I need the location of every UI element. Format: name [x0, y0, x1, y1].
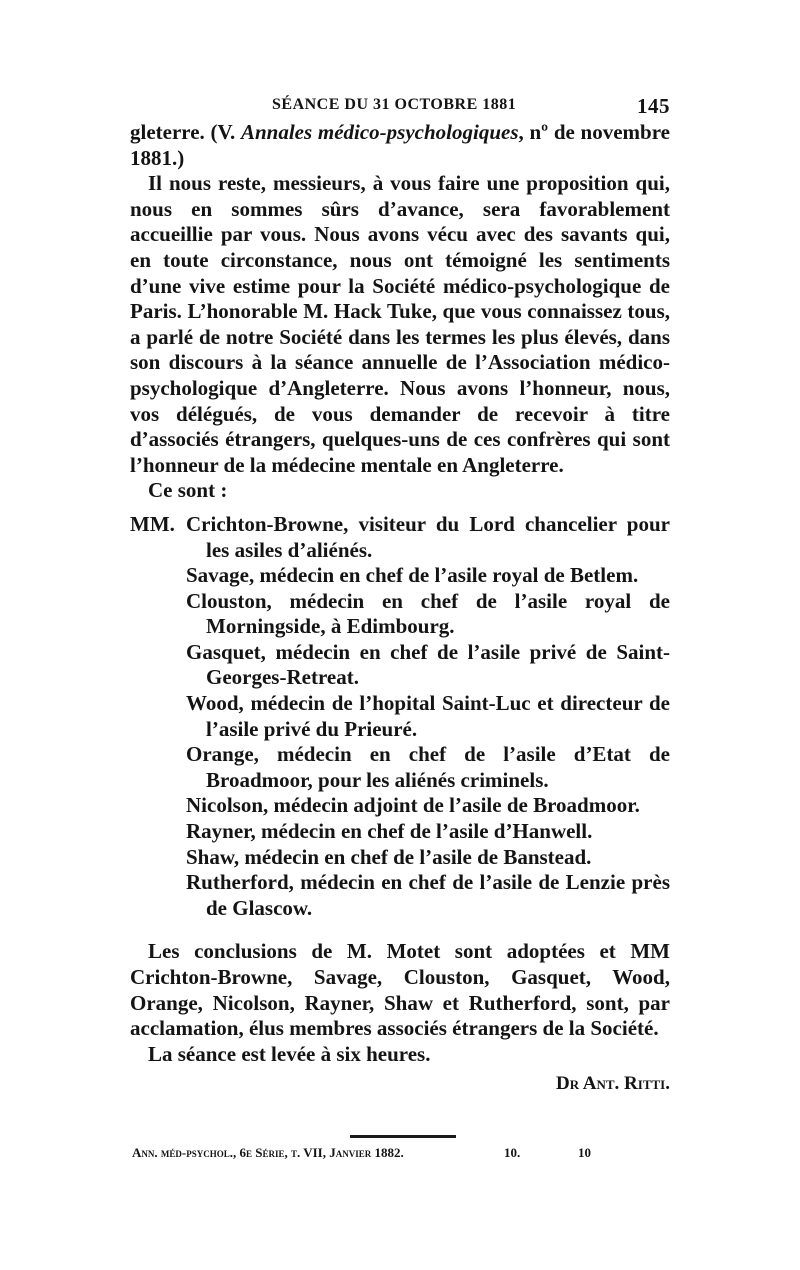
paragraph-1-end: , nº de novembre 1881.): [130, 120, 670, 170]
member-item: Gasquet, médecin en chef de l’asile privé de Saint-Georges-Retreat.: [186, 639, 670, 690]
footer-signature-mark-2: 10: [578, 1145, 591, 1160]
journal-title-italic: Annales médico-psychologiques: [240, 120, 519, 144]
member-item: Rutherford, médecin en chef de l’asile de Lenzie près de Glascow.: [186, 870, 670, 920]
footer-reference: Ann. méd-psychol., 6e Série, t. VII, Janvier 1882.: [132, 1145, 404, 1160]
members-list: [186, 512, 670, 922]
member-item: Wood, médecin de l’hopital Saint-Luc et directeur de l’asile privé du Prieuré.: [186, 691, 670, 741]
member-item: Rayner, médecin en chef de l’asile d’Hanwell.: [186, 819, 593, 844]
running-head: [130, 90, 670, 120]
member-item: Savage, médecin en chef de l’asile royal de Betlem.: [186, 563, 639, 588]
paragraph-1: [130, 120, 670, 171]
body-text: [130, 120, 670, 1138]
paragraph-2: Il nous reste, messieurs, à vous faire une proposition qui, nous en sommes sûrs d’avance, sera favorablement accueillie par vous. Nous avons vécu avec des savants qui, en toute circonstance, nous ont témoigné les sentiments d’une vive estime pour la Société médico-psychologique de Paris. L’honorable M. Hack Tuke, que vous connaissez tous, a parlé de notre Société dans les termes les plus élevés, dans son discours à la séance annuelle de l’Association médico-psychologique d’Angleterre. Nous avons l’honneur, nous, vos délégués, de vous demander de recevoir à titre d’associés étrangers, quelques-uns de ces confrères qui sont l’honneur de la médecine mentale en Angleterre.: [130, 171, 670, 477]
signature: Dr Ant. Ritti.: [555, 1073, 670, 1095]
member-item: Crichton-Browne, visiteur du Lord chancelier pour les asiles d’aliénés.: [186, 511, 670, 562]
paragraph-3: Ce sont :: [148, 478, 228, 503]
member-item: Nicolson, médecin adjoint de l’asile de Broadmoor.: [186, 793, 640, 818]
member-item: Clouston, médecin en chef de l’asile royal de Morningside, à Edimbourg.: [186, 588, 670, 639]
page-number: 145: [637, 94, 670, 118]
footer-signature-mark-1: 10.: [504, 1145, 521, 1160]
paragraph-4: Les conclusions de M. Motet sont adoptées et MM Crichton-Browne, Savage, Clouston, Gasquet, Wood, Orange, Nicolson, Rayner, Shaw et Rutherford, sont, par acclamation, élus membres associés étrangers de la Société.: [130, 939, 670, 1041]
paragraph-5: La séance est levée à six heures.: [148, 1041, 431, 1066]
members-label: MM.: [130, 511, 175, 536]
running-head-title: SÉANCE DU 31 OCTOBRE 1881: [272, 96, 517, 113]
paragraph-1-start: gleterre. (V.: [130, 120, 241, 144]
members-list-block: [130, 512, 670, 922]
member-item: Shaw, médecin en chef de l’asile de Banstead.: [186, 844, 592, 869]
member-item: Orange, médecin en chef de l’asile d’Etat de Broadmoor, pour les aliénés criminels.: [186, 742, 670, 792]
closing-rule: [350, 1135, 456, 1138]
page: [130, 90, 670, 1138]
